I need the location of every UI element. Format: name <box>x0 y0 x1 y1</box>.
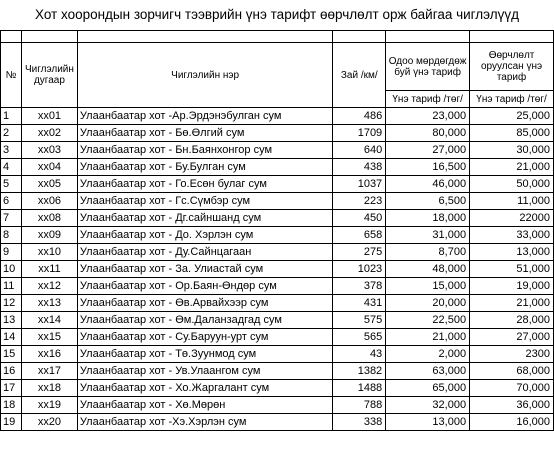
changed-tariff: 33,000 <box>470 227 554 244</box>
route-distance: 565 <box>333 329 386 346</box>
col-header-name: Чиглэлийн нэр <box>77 43 332 108</box>
current-tariff: 15,000 <box>386 278 470 295</box>
row-number: 18 <box>1 397 22 414</box>
route-distance: 1709 <box>333 125 386 142</box>
route-name: Улаанбаатар хот - Ув.Улаангом сум <box>77 363 332 380</box>
route-name: Улаанбаатар хот - Ор.Баян-Өндөр сум <box>77 278 332 295</box>
row-number: 7 <box>1 210 22 227</box>
route-code: хх11 <box>21 261 77 278</box>
current-tariff: 48,000 <box>386 261 470 278</box>
route-distance: 43 <box>333 346 386 363</box>
header-spacer <box>21 31 77 43</box>
route-code: хх04 <box>21 159 77 176</box>
route-code: хх13 <box>21 295 77 312</box>
route-code: хх16 <box>21 346 77 363</box>
route-distance: 223 <box>333 193 386 210</box>
changed-tariff: 25,000 <box>470 108 554 125</box>
row-number: 4 <box>1 159 22 176</box>
route-distance: 658 <box>333 227 386 244</box>
table-row <box>1 380 554 397</box>
route-name: Улаанбаатар хот -Хэ.Хэрлэн сум <box>77 414 332 431</box>
current-tariff: 16,500 <box>386 159 470 176</box>
row-number: 17 <box>1 380 22 397</box>
row-number: 14 <box>1 329 22 346</box>
route-distance: 338 <box>333 414 386 431</box>
header-spacer <box>77 31 332 43</box>
current-tariff: 8,700 <box>386 244 470 261</box>
row-number: 13 <box>1 312 22 329</box>
table-row <box>1 210 554 227</box>
table-row <box>1 261 554 278</box>
row-number: 8 <box>1 227 22 244</box>
route-distance: 1488 <box>333 380 386 397</box>
col-subheader-changed: Үнэ тариф /төг/ <box>470 91 554 108</box>
page-title: Хот хоорондын зорчигч тээврийн үнэ тарифт өөрчлөлт орж байгаа чиглэлүүд <box>34 7 520 22</box>
route-name: Улаанбаатар хот - Хо.Жаргалант сум <box>77 380 332 397</box>
current-tariff: 6,500 <box>386 193 470 210</box>
row-number: 15 <box>1 346 22 363</box>
current-tariff: 31,000 <box>386 227 470 244</box>
current-tariff: 21,000 <box>386 329 470 346</box>
current-tariff: 20,000 <box>386 295 470 312</box>
current-tariff: 23,000 <box>386 108 470 125</box>
route-code: хх06 <box>21 193 77 210</box>
route-distance: 640 <box>333 142 386 159</box>
header-spacer <box>333 31 386 43</box>
current-tariff: 2,000 <box>386 346 470 363</box>
row-number: 19 <box>1 414 22 431</box>
current-tariff: 80,000 <box>386 125 470 142</box>
header-spacer <box>470 31 554 43</box>
changed-tariff: 68,000 <box>470 363 554 380</box>
changed-tariff: 22000 <box>470 210 554 227</box>
row-number: 10 <box>1 261 22 278</box>
row-number: 5 <box>1 176 22 193</box>
current-tariff: 46,000 <box>386 176 470 193</box>
changed-tariff: 50,000 <box>470 176 554 193</box>
route-code: хх05 <box>21 176 77 193</box>
route-code: хх02 <box>21 125 77 142</box>
route-distance: 486 <box>333 108 386 125</box>
changed-tariff: 36,000 <box>470 397 554 414</box>
col-header-changed: Өөрчлөлт оруулсан үнэ тариф <box>470 43 554 91</box>
route-distance: 575 <box>333 312 386 329</box>
route-code: хх09 <box>21 227 77 244</box>
route-name: Улаанбаатар хот - Го.Есөн булаг сум <box>77 176 332 193</box>
table-row <box>1 312 554 329</box>
route-distance: 788 <box>333 397 386 414</box>
route-name: Улаанбаатар хот - Өв.Арвайхээр сум <box>77 295 332 312</box>
table-row <box>1 227 554 244</box>
table-row <box>1 193 554 210</box>
route-distance: 450 <box>333 210 386 227</box>
route-distance: 438 <box>333 159 386 176</box>
changed-tariff: 85,000 <box>470 125 554 142</box>
route-code: хх12 <box>21 278 77 295</box>
changed-tariff: 21,000 <box>470 295 554 312</box>
changed-tariff: 27,000 <box>470 329 554 346</box>
table-row <box>1 244 554 261</box>
route-code: хх03 <box>21 142 77 159</box>
current-tariff: 63,000 <box>386 363 470 380</box>
changed-tariff: 21,000 <box>470 159 554 176</box>
row-number: 16 <box>1 363 22 380</box>
row-number: 2 <box>1 125 22 142</box>
current-tariff: 27,000 <box>386 142 470 159</box>
route-name: Улаанбаатар хот - Су.Баруун-урт сум <box>77 329 332 346</box>
col-subheader-current: Үнэ тариф /төг/ <box>386 91 470 108</box>
changed-tariff: 11,000 <box>470 193 554 210</box>
tariff-table <box>0 30 554 431</box>
col-header-code: Чиглэлийн дугаар <box>21 43 77 108</box>
table-row <box>1 346 554 363</box>
table-row <box>1 278 554 295</box>
col-header-no: № <box>1 43 22 108</box>
row-number: 11 <box>1 278 22 295</box>
table-row <box>1 125 554 142</box>
table-row <box>1 363 554 380</box>
table-row <box>1 397 554 414</box>
route-distance: 378 <box>333 278 386 295</box>
route-distance: 275 <box>333 244 386 261</box>
route-name: Улаанбаатар хот - Бө.Өлгий сум <box>77 125 332 142</box>
row-number: 6 <box>1 193 22 210</box>
route-name: Улаанбаатар хот - Хө.Мөрөн <box>77 397 332 414</box>
row-number: 3 <box>1 142 22 159</box>
changed-tariff: 13,000 <box>470 244 554 261</box>
changed-tariff: 16,000 <box>470 414 554 431</box>
route-name: Улаанбаатар хот - Гс.Сүмбэр сум <box>77 193 332 210</box>
changed-tariff: 28,000 <box>470 312 554 329</box>
route-code: хх08 <box>21 210 77 227</box>
route-distance: 1037 <box>333 176 386 193</box>
route-name: Улаанбаатар хот -Ар.Эрдэнэбулган сум <box>77 108 332 125</box>
route-name: Улаанбаатар хот - Тө.Зуунмод сум <box>77 346 332 363</box>
header-spacer <box>386 31 470 43</box>
changed-tariff: 70,000 <box>470 380 554 397</box>
header-spacer <box>1 31 22 43</box>
table-row <box>1 329 554 346</box>
table-row <box>1 108 554 125</box>
table-row <box>1 295 554 312</box>
route-code: хх20 <box>21 414 77 431</box>
changed-tariff: 30,000 <box>470 142 554 159</box>
route-code: хх15 <box>21 329 77 346</box>
route-code: хх10 <box>21 244 77 261</box>
route-name: Улаанбаатар хот - Дг.сайншанд сум <box>77 210 332 227</box>
route-code: хх19 <box>21 397 77 414</box>
current-tariff: 18,000 <box>386 210 470 227</box>
route-name: Улаанбаатар хот - Өм.Даланзадгад сум <box>77 312 332 329</box>
current-tariff: 22,500 <box>386 312 470 329</box>
table-row <box>1 142 554 159</box>
col-header-current: Одоо мөрдөгдөж буй үнэ тариф <box>386 43 470 91</box>
route-name: Улаанбаатар хот - Ду.Сайнцагаан <box>77 244 332 261</box>
current-tariff: 65,000 <box>386 380 470 397</box>
route-code: хх17 <box>21 363 77 380</box>
changed-tariff: 19,000 <box>470 278 554 295</box>
col-header-distance: Зай /км/ <box>333 43 386 108</box>
route-distance: 1382 <box>333 363 386 380</box>
route-distance: 1023 <box>333 261 386 278</box>
changed-tariff: 2300 <box>470 346 554 363</box>
table-row <box>1 414 554 431</box>
row-number: 1 <box>1 108 22 125</box>
route-code: хх01 <box>21 108 77 125</box>
table-row <box>1 176 554 193</box>
route-code: хх14 <box>21 312 77 329</box>
table-row <box>1 159 554 176</box>
current-tariff: 13,000 <box>386 414 470 431</box>
current-tariff: 32,000 <box>386 397 470 414</box>
route-name: Улаанбаатар хот - За. Улиастай сум <box>77 261 332 278</box>
row-number: 9 <box>1 244 22 261</box>
row-number: 12 <box>1 295 22 312</box>
changed-tariff: 51,000 <box>470 261 554 278</box>
route-name: Улаанбаатар хот - До. Хэрлэн сум <box>77 227 332 244</box>
route-name: Улаанбаатар хот - Бн.Баянхонгор сум <box>77 142 332 159</box>
route-code: хх18 <box>21 380 77 397</box>
route-distance: 431 <box>333 295 386 312</box>
route-name: Улаанбаатар хот - Бу.Булган сум <box>77 159 332 176</box>
